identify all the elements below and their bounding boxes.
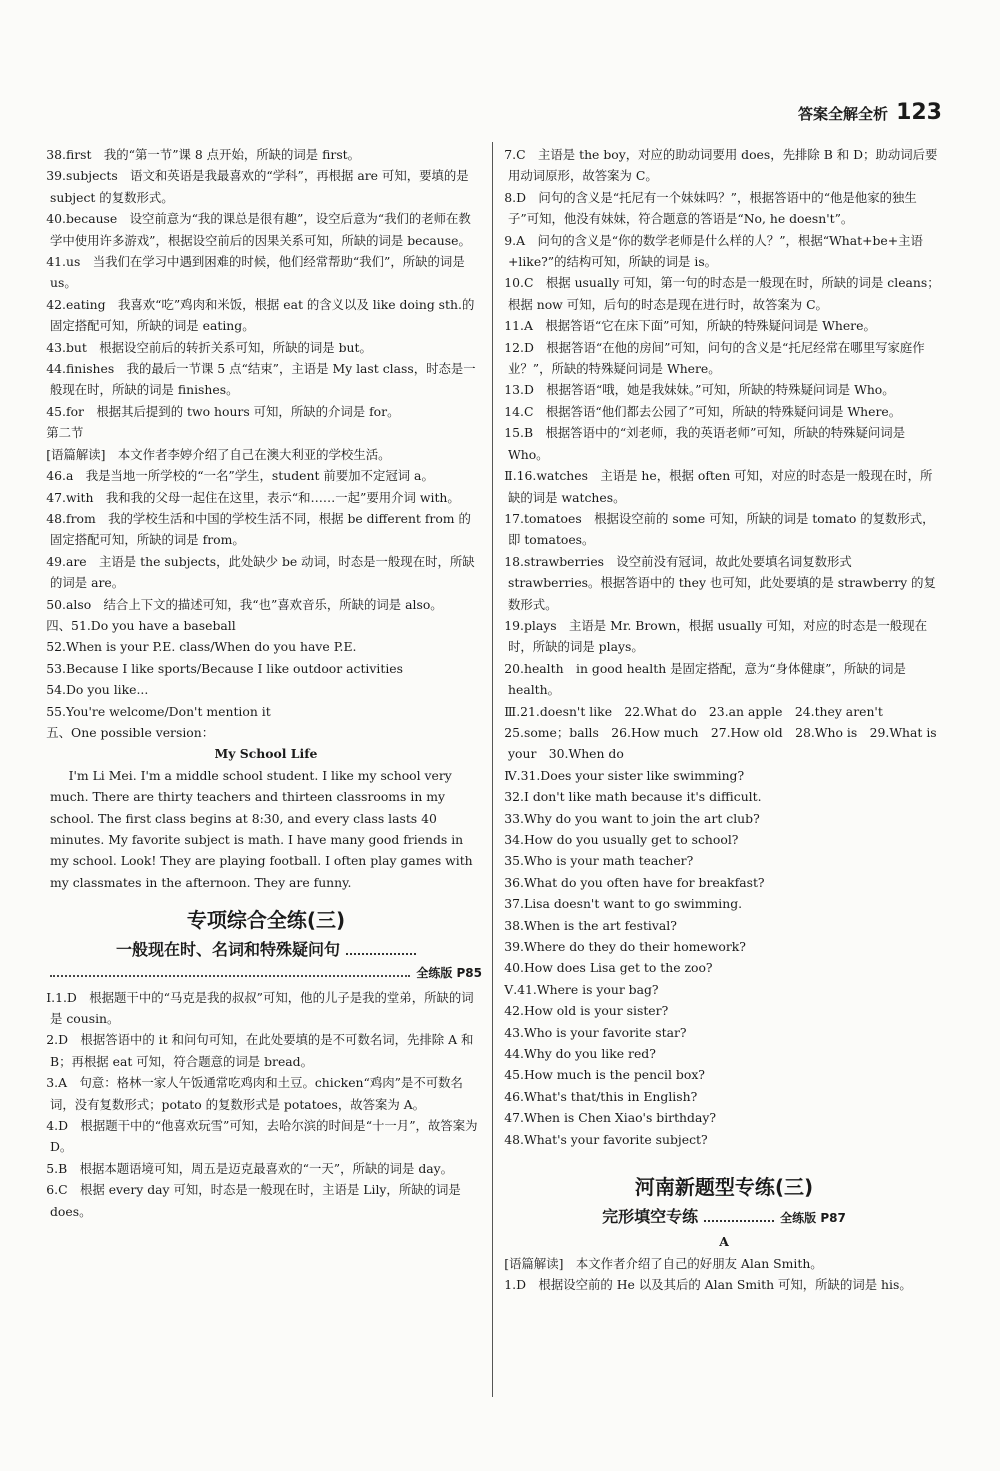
answer-item: 45.How much is the pencil box? bbox=[504, 1067, 705, 1083]
answer-item: 55.You're welcome/Don't mention it bbox=[46, 703, 271, 719]
answer-item: 10.C 根据 usually 可知，第一句的时态是一般现在时，所缺的词是 cleans；根据 now 可知，后句的时态是现在进行时，故答案为 C。 bbox=[504, 275, 940, 312]
page-header bbox=[798, 100, 942, 125]
answer-item: 11.A 根据答语“它在床下面”可知，所缺的特殊疑问词是 Where。 bbox=[504, 318, 876, 334]
answer-item: 32.I don't like math because it's difficult. bbox=[504, 789, 762, 805]
answer-item: [语篇解读] 本文作者李婷介绍了自己在澳大利亚的学校生活。 bbox=[46, 446, 391, 462]
page-number: 123 bbox=[896, 100, 942, 125]
answer-item: 13.D 根据答语“哦，她是我妹妹。”可知，所缺的特殊疑问词是 Who。 bbox=[504, 382, 895, 398]
answer-item: 6.C 根据 every day 可知，时态是一般现在时，主语是 Lily，所缺的词是 does。 bbox=[46, 1182, 461, 1219]
answer-item: 47.When is Chen Xiao's birthday? bbox=[504, 1110, 716, 1126]
section-title-henan: 河南新题型专练(三) bbox=[634, 1175, 814, 1200]
right-column bbox=[504, 144, 940, 1295]
answer-item: 43.but 根据设空前后的转折关系可知，所缺的词是 but。 bbox=[46, 339, 372, 355]
answer-item: 53.Because I like sports/Because I like outdoor activities bbox=[46, 660, 403, 676]
section-subtitle-henan bbox=[508, 1204, 940, 1231]
answer-item: 37.Lisa doesn't want to go swimming. bbox=[504, 896, 743, 912]
essay-body: I'm Li Mei. I'm a middle school student. I like my school very much. There are thirty teachers and thirteen classrooms in my school. The first class begins at 8:30, and every class lasts 40 minutes. My favorite subject is math. I have many good friends in my school. Look! They are playing football. I often play games with my classmates in the afternoon. They are funny. bbox=[50, 767, 473, 890]
answer-item: 7.C 主语是 the boy，对应的助动词要用 does，先排除 B 和 D；助动词后要用动词原形，故答案为 C。 bbox=[504, 147, 938, 184]
answer-item: 四、51.Do you have a baseball bbox=[46, 617, 236, 633]
dot-leader bbox=[50, 965, 410, 977]
answer-item: 第二节 bbox=[46, 425, 84, 441]
answer-item: 9.A 问句的含义是“你的数学老师是什么样的人？”，根据“What+be+主语+like?”的结构可知，所缺的词是 is。 bbox=[504, 232, 923, 270]
ref-line-3 bbox=[50, 963, 482, 984]
answer-item: 18.strawberries 设空前没有冠词，故此处要填名词复数形式 strawberries。根据答语中的 they 也可知，此处要填的是 strawberry 的复数形式。 bbox=[504, 553, 936, 612]
answer-item: 35.Who is your math teacher? bbox=[504, 853, 694, 869]
section-subtitle-3 bbox=[50, 937, 482, 963]
answer-item: 44.Why do you like red? bbox=[504, 1046, 656, 1062]
answer-item: 34.How do you usually get to school? bbox=[504, 832, 739, 847]
answer-item: 52.When is your P.E. class/When do you have P.E. bbox=[46, 639, 357, 655]
answer-item: 38.first 我的“第一节”课 8 点开始，所缺的词是 first。 bbox=[46, 147, 361, 162]
answer-item: 17.tomatoes 根据设空前的 some 可知，所缺的词是 tomato 的复数形式，即 tomatoes。 bbox=[504, 510, 935, 548]
answer-item: 14.C 根据答语“他们都去公园了”可知，所缺的特殊疑问词是 Where。 bbox=[504, 403, 902, 419]
answer-item: 8.D 问句的含义是“托尼有一个妹妹吗？”，根据答语中的“他是他家的独生子”可知，他没有妹妹，符合题意的答语是“No, he doesn't”。 bbox=[504, 189, 917, 227]
answer-item: 50.also 结合上下文的描述可知，我“也”喜欢音乐，所缺的词是 also。 bbox=[46, 596, 443, 612]
ref-text: 全练版 P87 bbox=[780, 1211, 846, 1226]
subtitle-text: 一般现在时、名词和特殊疑问句 bbox=[115, 940, 340, 960]
answer-item: 39.subjects 语文和英语是我最喜欢的“学科”，再根据 are 可知，要填的是 subject 的复数形式。 bbox=[46, 168, 469, 205]
answer-item: 12.D 根据答语“在他的房间”可知，问句的含义是“托尼经常在哪里写家庭作业？”，所缺的特殊疑问词是 Where。 bbox=[504, 339, 925, 377]
answer-item: 48.from 我的学校生活和中国的学校生活不同，根据 be different from 的固定搭配可知，所缺的词是 from。 bbox=[46, 510, 471, 548]
dot-leader bbox=[346, 941, 416, 955]
answer-item: 44.finishes 我的最后一节课 5 点“结束”，主语是 My last class，时态是一般现在时，所缺的词是 finishes。 bbox=[46, 361, 476, 398]
answer-item: 1.D 根据设空前的 He 以及其后的 Alan Smith 可知，所缺的词是 his。 bbox=[504, 1276, 912, 1292]
answer-item: 五、One possible version： bbox=[46, 724, 215, 740]
answer-item: Ⅰ.1.D 根据题干中的“马克是我的叔叔”可知，他的儿子是我的堂弟，所缺的词是 cousin。 bbox=[46, 989, 474, 1027]
answer-item: 46.What's that/this in English? bbox=[504, 1088, 698, 1104]
answer-item: 49.are 主语是 the subjects，此处缺少 be 动词，时态是一般现在时，所缺的词是 are。 bbox=[46, 553, 475, 591]
answer-item: Ⅴ.41.Where is your bag? bbox=[504, 981, 659, 997]
essay-title: My School Life bbox=[214, 746, 318, 762]
answer-list-left bbox=[46, 144, 482, 743]
answer-item: 19.plays 主语是 Mr. Brown，根据 usually 可知，对应的时态是一般现在时，所缺的词是 plays。 bbox=[504, 617, 928, 655]
answer-item: 47.with 我和我的父母一起住在这里，表示“和……一起”要用介词 with。 bbox=[46, 489, 460, 505]
dot-leader bbox=[704, 1208, 774, 1222]
part-label: A bbox=[719, 1234, 729, 1250]
answer-item: 2.D 根据答语中的 it 和问句可知，在此处要填的是不可数名词，先排除 A 和 B；再根据 eat 可知，符合题意的词是 bread。 bbox=[46, 1032, 474, 1069]
answer-item: 42.How old is your sister? bbox=[504, 1003, 669, 1019]
answer-item: 33.Why do you want to join the art club? bbox=[504, 810, 760, 826]
answer-item: 42.eating 我喜欢“吃”鸡肉和米饭，根据 eat 的含义以及 like doing sth.的固定搭配可知，所缺的词是 eating。 bbox=[46, 296, 475, 334]
answer-item: Ⅱ.16.watches 主语是 he，根据 often 可知，对应的时态是一般现在时，所缺的词是 watches。 bbox=[504, 468, 933, 505]
answer-item: 54.Do you like... bbox=[46, 682, 149, 698]
answer-item: 5.B 根据本题语境可知，周五是迈克最喜欢的“一天”，所缺的词是 day。 bbox=[46, 1160, 454, 1176]
answer-list-right bbox=[504, 144, 940, 1150]
answer-item: 40.How does Lisa get to the zoo? bbox=[504, 960, 713, 976]
answer-list-left-2 bbox=[46, 987, 482, 1222]
left-column bbox=[46, 144, 482, 1222]
answer-item: [语篇解读] 本文作者介绍了自己的好朋友 Alan Smith。 bbox=[504, 1255, 823, 1271]
answer-item: 4.D 根据题干中的“他喜欢玩雪”可知，去哈尔滨的时间是“十一月”，故答案为 D。 bbox=[46, 1118, 478, 1155]
answer-item: 20.health in good health 是固定搭配，意为“身体健康”，所缺的词是 health。 bbox=[504, 660, 906, 698]
answer-item: Ⅳ.31.Does your sister like swimming? bbox=[504, 767, 745, 783]
answer-item: 46.a 我是当地一所学校的“一名”学生，student 前要加不定冠词 a。 bbox=[46, 468, 434, 484]
answer-item: 45.for 根据其后提到的 two hours 可知，所缺的介词是 for。 bbox=[46, 403, 400, 419]
answer-item: 3.A 句意：格林一家人午饭通常吃鸡肉和土豆。chicken“鸡肉”是不可数名词，没有复数形式；potato 的复数形式是 potatoes，故答案为 A。 bbox=[46, 1075, 463, 1112]
answer-item: 15.B 根据答语中的“刘老师，我的英语老师”可知，所缺的特殊疑问词是 Who。 bbox=[504, 425, 906, 462]
answer-item: 38.When is the art festival? bbox=[504, 917, 677, 933]
answer-item: 39.Where do they do their homework? bbox=[504, 939, 746, 955]
answer-item: 43.Who is your favorite star? bbox=[504, 1024, 687, 1040]
subtitle-text: 完形填空专练 bbox=[602, 1207, 699, 1227]
column-divider bbox=[492, 142, 493, 1397]
answer-item: 48.What's your favorite subject? bbox=[504, 1131, 708, 1147]
section-title-3: 专项综合全练(三) bbox=[186, 908, 346, 933]
answer-item: 36.What do you often have for breakfast? bbox=[504, 874, 765, 890]
answer-list-right-2 bbox=[504, 1253, 940, 1296]
header-label: 答案全解全析 bbox=[798, 105, 889, 123]
answer-item: 25.some；balls 26.How much 27.How old 28.Who is 29.What is your 30.When do bbox=[504, 724, 937, 762]
ref-text: 全练版 P85 bbox=[416, 966, 482, 981]
answer-item: 41.us 当我们在学习中遇到困难的时候，他们经常帮助“我们”，所缺的词是 us。 bbox=[46, 254, 465, 291]
answer-item: Ⅲ.21.doesn't like 22.What do 23.an apple 24.they aren't bbox=[504, 703, 883, 719]
answer-item: 40.because 设空前意为“我的课总是很有趣”，设空后意为“我们的老师在教学中使用许多游戏”，根据设空前后的因果关系可知，所缺的词是 because。 bbox=[46, 211, 471, 248]
